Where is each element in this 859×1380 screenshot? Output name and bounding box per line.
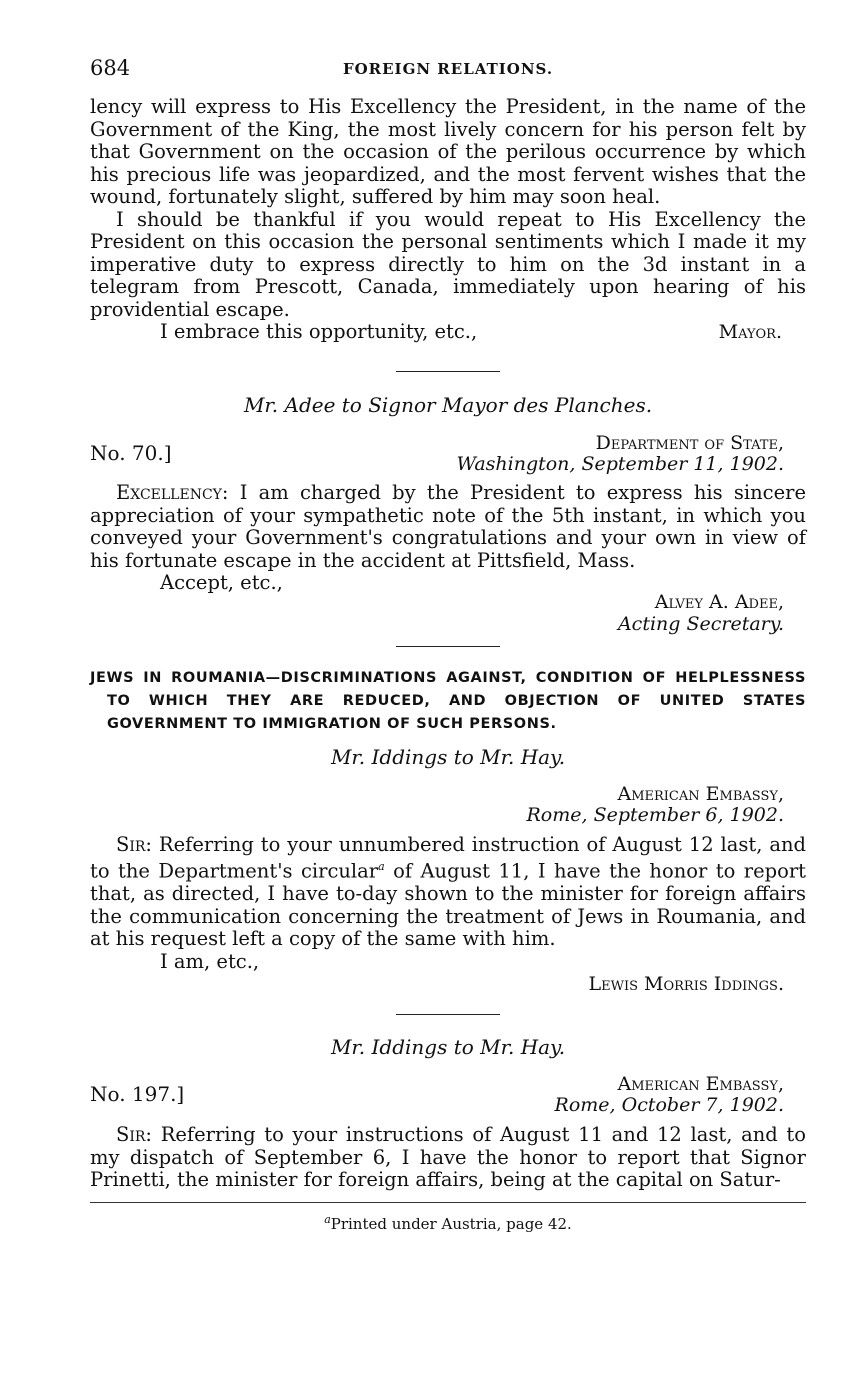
footnote	[90, 1211, 806, 1233]
embassy-name: American Embassy,	[617, 782, 784, 805]
letter-body-iddings	[90, 834, 806, 951]
place-date: Washington, September 11, 1902.	[456, 453, 784, 475]
department-name: Department of State,	[595, 432, 784, 454]
signature-name: Alvey A. Adee,	[654, 590, 784, 613]
paragraph-continuation: lency will express to His Excellency the President, in the name of the Government of the King, the most lively concern for his person felt by that Government on the occasion of the perilous occurrence by which his precious life was jeopardized, and the most fervent wishes that the wound, fortunately slight, suffered by him may soon heal.	[90, 95, 806, 208]
dispatch-number: No. 70.]	[90, 441, 172, 465]
closing-row	[90, 321, 806, 345]
closing-text: Accept, etc.,	[160, 571, 283, 594]
letter-heading-iddings-2: Mr. Iddings to Mr. Hay.	[330, 1035, 566, 1059]
letter-body-iddings-2	[90, 1124, 806, 1192]
document-page	[90, 52, 806, 1233]
signature-title: Acting Secretary.	[617, 612, 784, 635]
letter-body-text-1: Referring to your unnumbered instruction of August 12 last, and to the Department's circular	[90, 832, 806, 883]
letter-heading-adee: Mr. Adee to Signor Mayor des Planches.	[243, 393, 653, 417]
salutation: Excellency:	[116, 481, 229, 504]
salutation: Sir:	[116, 1123, 152, 1146]
place-date: Rome, October 7, 1902.	[554, 1094, 784, 1116]
salutation: Sir:	[116, 832, 152, 856]
running-head: FOREIGN RELATIONS.	[342, 60, 554, 78]
paragraph-thanks: I should be thankful if you would repeat to His Excellency the President on this occasion the personal sentiments which I made it my imperative duty to express directly to him on the 3d instant in a telegram from Prescott, Canada, immediately upon hearing of his providential escape.	[90, 207, 806, 321]
letter-header-block	[90, 1074, 806, 1116]
footnote-marker: a	[324, 1212, 331, 1226]
footnote-text: Printed under Austria, page 42.	[330, 1214, 572, 1233]
letter-heading-iddings: Mr. Iddings to Mr. Hay.	[330, 744, 566, 769]
dispatch-number: No. 197.]	[90, 1082, 185, 1106]
place-date: Rome, September 6, 1902.	[526, 803, 784, 826]
page-number: 684	[90, 56, 131, 80]
letter-body-text: I am charged by the President to express his sincere appreciation of your sympathetic note of the 5th instant, in which you conveyed your Government's congratulations and your own in view of his fortunate escape in the accident at Pittsfield, Mass.	[90, 481, 807, 572]
letter-body-text-2: of August 11, I have the honor to report that, as directed, I have to-day shown to the minister for foreign affairs the communication concerning the treatment of Jews in Roumania, and at his request left a copy of the same with him.	[90, 859, 806, 950]
letter-body-text: Referring to your instructions of August 11 and 12 last, and to my dispatch of September 6, I have the honor to report that Signor Prinetti, the minister for foreign affairs, being at the capital on Satur-	[90, 1123, 806, 1191]
signature-name: Lewis Morris Iddings.	[588, 973, 784, 995]
page-header	[90, 52, 806, 82]
signature-mayor: Mayor.	[718, 321, 782, 343]
section-heading: JEWS IN ROUMANIA—DISCRIMINATIONS AGAINST, CONDITION OF HELPLESSNESS TO WHICH THEY ARE REDUCED, AND OBJECTION OF UNITED STATES GOVERNMENT TO IMMIGRATION OF SUCH PERSONS.	[90, 669, 806, 732]
letter-header-block	[90, 433, 806, 475]
letter-body-adee	[90, 482, 806, 572]
closing-text: I embrace this opportunity, etc.,	[160, 320, 478, 343]
embassy-name: American Embassy,	[617, 1073, 784, 1095]
closing-text: I am, etc.,	[160, 949, 260, 973]
footnote-marker: a	[378, 860, 385, 873]
